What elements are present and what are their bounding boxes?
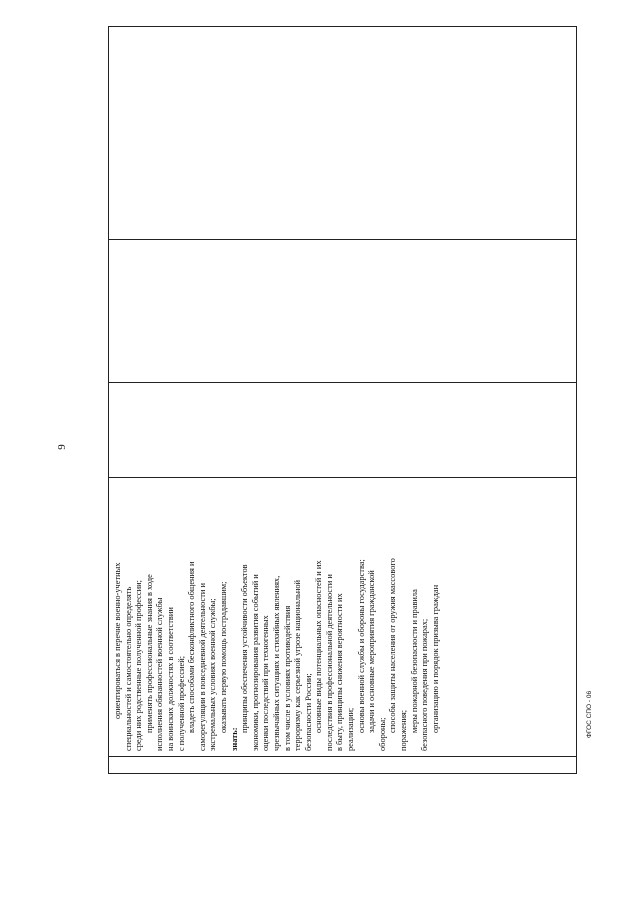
content-line: применять профессиональные знания в ходе bbox=[144, 574, 154, 733]
competency-table bbox=[108, 26, 577, 774]
content-line: экономики, прогнозирования развития событий и bbox=[250, 574, 260, 751]
content-line: в том числе в условиях противодействия bbox=[282, 605, 292, 751]
content-line: оценки последствий при техногенных bbox=[261, 615, 271, 751]
content-line: исполнения обязанностей военной службы bbox=[155, 597, 165, 751]
footer-code: ФГОС СПО - 06 bbox=[586, 690, 593, 738]
content-line: основные виды потенциальных опасностей и их bbox=[314, 560, 324, 733]
empty-cell-c bbox=[109, 27, 577, 240]
content-line: оказывать первую помощь пострадавшим; bbox=[218, 581, 228, 733]
empty-cell-b bbox=[109, 240, 577, 383]
content-line: экстремальных условиях военной службы; bbox=[208, 598, 218, 751]
content-line: основы военной службы и обороны государства; bbox=[356, 559, 366, 733]
content-line: обороны; bbox=[377, 717, 387, 751]
content-line: на воинских должностях в соответствии bbox=[165, 607, 175, 751]
content-line: саморегуляции в повседневной деятельности и bbox=[197, 583, 207, 751]
content-line: принципы обеспечения устойчивости объектов bbox=[240, 564, 250, 733]
empty-cell-a bbox=[109, 383, 577, 478]
content-lines bbox=[113, 481, 441, 751]
content-line: последствия в профессиональной деятельности и bbox=[324, 574, 334, 751]
content-line: безопасности России; bbox=[303, 673, 313, 751]
content-line: специальностей и самостоятельно определять bbox=[123, 586, 133, 751]
content-line: реализации; bbox=[346, 707, 356, 751]
content-line: в быту, принципы снижения вероятности их bbox=[335, 593, 345, 751]
table-row bbox=[109, 27, 577, 774]
rotated-table-container bbox=[108, 40, 577, 774]
content-line: безопасного поведения при пожарах; bbox=[420, 618, 430, 751]
content-line: знать: bbox=[229, 727, 239, 751]
content-line: способы защиты населения от оружия массового bbox=[388, 558, 398, 733]
content-line: чрезвычайных ситуациях и стихийных явлениях, bbox=[271, 575, 281, 751]
content-line: меры пожарной безопасности и правила bbox=[409, 589, 419, 733]
content-line: терроризму как серьезной угрозе национальной bbox=[293, 579, 303, 751]
content-line: задачи и основные мероприятия гражданской bbox=[367, 570, 377, 733]
code-cell bbox=[109, 757, 577, 774]
standard-table-frame bbox=[108, 40, 577, 774]
content-line: ориентироваться в перечне военно-учетных bbox=[113, 562, 122, 719]
content-cell bbox=[109, 478, 577, 757]
content-line: среди них родственные полученной профессии; bbox=[134, 580, 144, 751]
content-line: с полученной профессией; bbox=[176, 655, 186, 751]
content-line: организацию и порядок призыва граждан bbox=[430, 584, 440, 733]
content-line: поражения; bbox=[399, 709, 409, 751]
page-number: 9 bbox=[56, 444, 68, 450]
content-line: владеть способами бесконфликтного общения и bbox=[187, 561, 197, 733]
